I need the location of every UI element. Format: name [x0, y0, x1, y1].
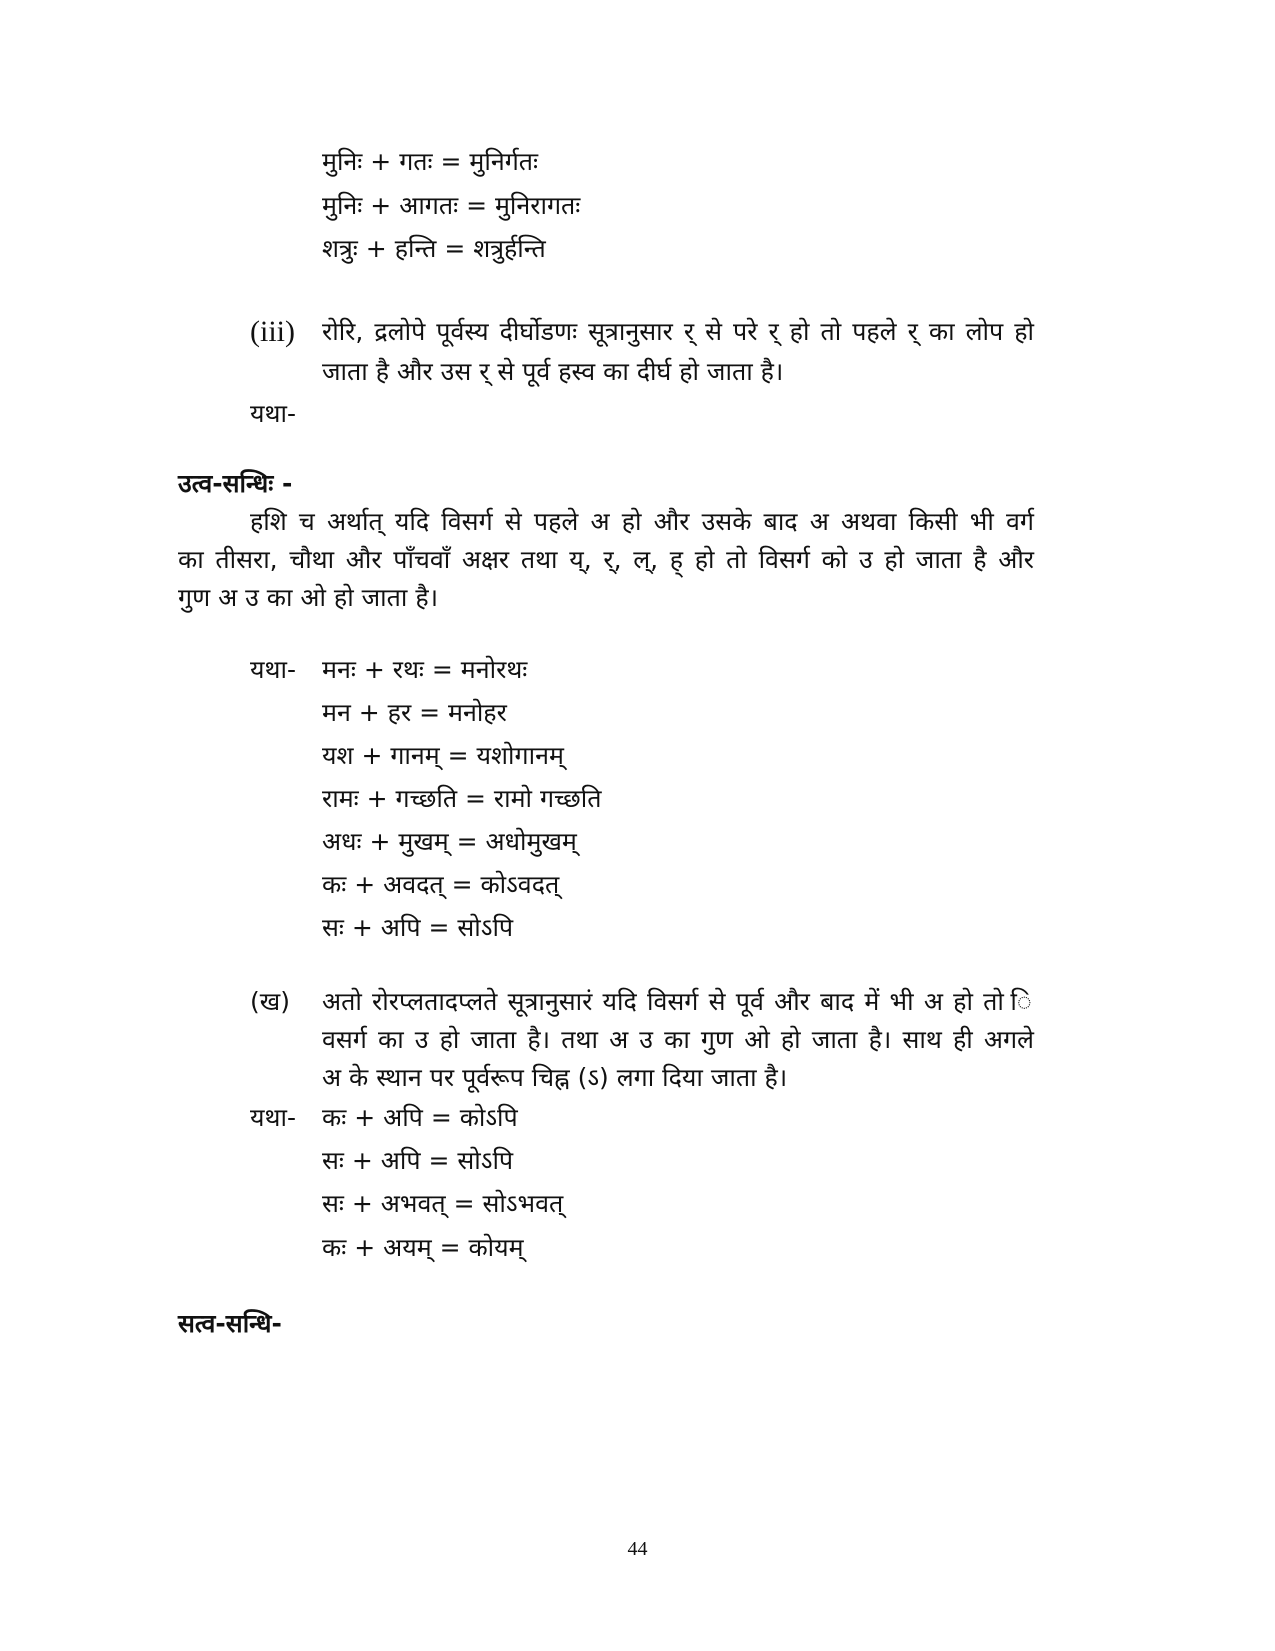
rule-text: अ के स्थान पर पूर्वरूप चिह्न (ऽ) लगा दिया जाता है। — [322, 1063, 788, 1092]
example-line: सः + अभवत् = सोऽभवत् — [322, 1189, 564, 1218]
example-line: मन + हर = मनोहर — [322, 698, 507, 727]
example-line: मनः + रथः = मनोरथः — [322, 655, 528, 684]
example-line: यश + गानम् = यशोगानम् — [322, 741, 564, 770]
yatha-label: यथा- — [250, 399, 296, 428]
paragraph-line: का तीसरा, चौथा और पाँचवाँ अक्षर तथा य्, र्, ल्, ह् हो तो विसर्ग को उ हो जाता है और — [178, 545, 1034, 574]
yatha-label: यथा- — [250, 655, 296, 684]
example-line: मुनिः + गतः = मुनिर्गतः — [322, 147, 539, 176]
rule-text: अतो रोरप्लतादप्लते सूत्रानुसारं यदि विसर्ग से पूर्व और बाद में भी अ हो तो ि — [322, 987, 1034, 1016]
example-line: शत्रुः + हन्ति = शत्रुर्हन्ति — [322, 234, 546, 263]
example-line: कः + अवदत् = कोऽवदत् — [322, 870, 560, 899]
example-line: अधः + मुखम् = अधोमुखम् — [322, 827, 577, 856]
paragraph-line: गुण अ उ का ओ हो जाता है। — [178, 583, 439, 612]
example-line: कः + अयम् = कोयम् — [322, 1233, 524, 1262]
rule-text: रोरि, द्रलोपे पूर्वस्य दीर्घोडणः सूत्रानुसार र् से परे र् हो तो पहले र् का लोप हो — [322, 317, 1034, 346]
section-heading: सत्व-सन्धि- — [178, 1309, 282, 1338]
example-line: मुनिः + आगतः = मुनिरागतः — [322, 191, 581, 220]
example-line: कः + अपि = कोऽपि — [322, 1103, 518, 1132]
example-line: सः + अपि = सोऽपि — [322, 1146, 514, 1175]
yatha-label: यथा- — [250, 1103, 296, 1132]
rule-text: वसर्ग का उ हो जाता है। तथा अ उ का गुण ओ हो जाता है। साथ ही अगले — [322, 1025, 1034, 1054]
page-number: 44 — [627, 1538, 648, 1560]
example-line: सः + अपि = सोऽपि — [322, 913, 514, 942]
paragraph-line: हशि च अर्थात् यदि विसर्ग से पहले अ हो और उसके बाद अ अथवा किसी भी वर्ग — [250, 507, 1034, 536]
rule-marker: (ख) — [250, 987, 290, 1016]
rule-text: जाता है और उस र् से पूर्व हस्व का दीर्घ हो जाता है। — [322, 357, 784, 386]
example-line: रामः + गच्छति = रामो गच्छति — [322, 784, 602, 813]
rule-marker: (iii) — [250, 315, 295, 348]
section-heading: उत्व-सन्धिः - — [178, 469, 293, 498]
